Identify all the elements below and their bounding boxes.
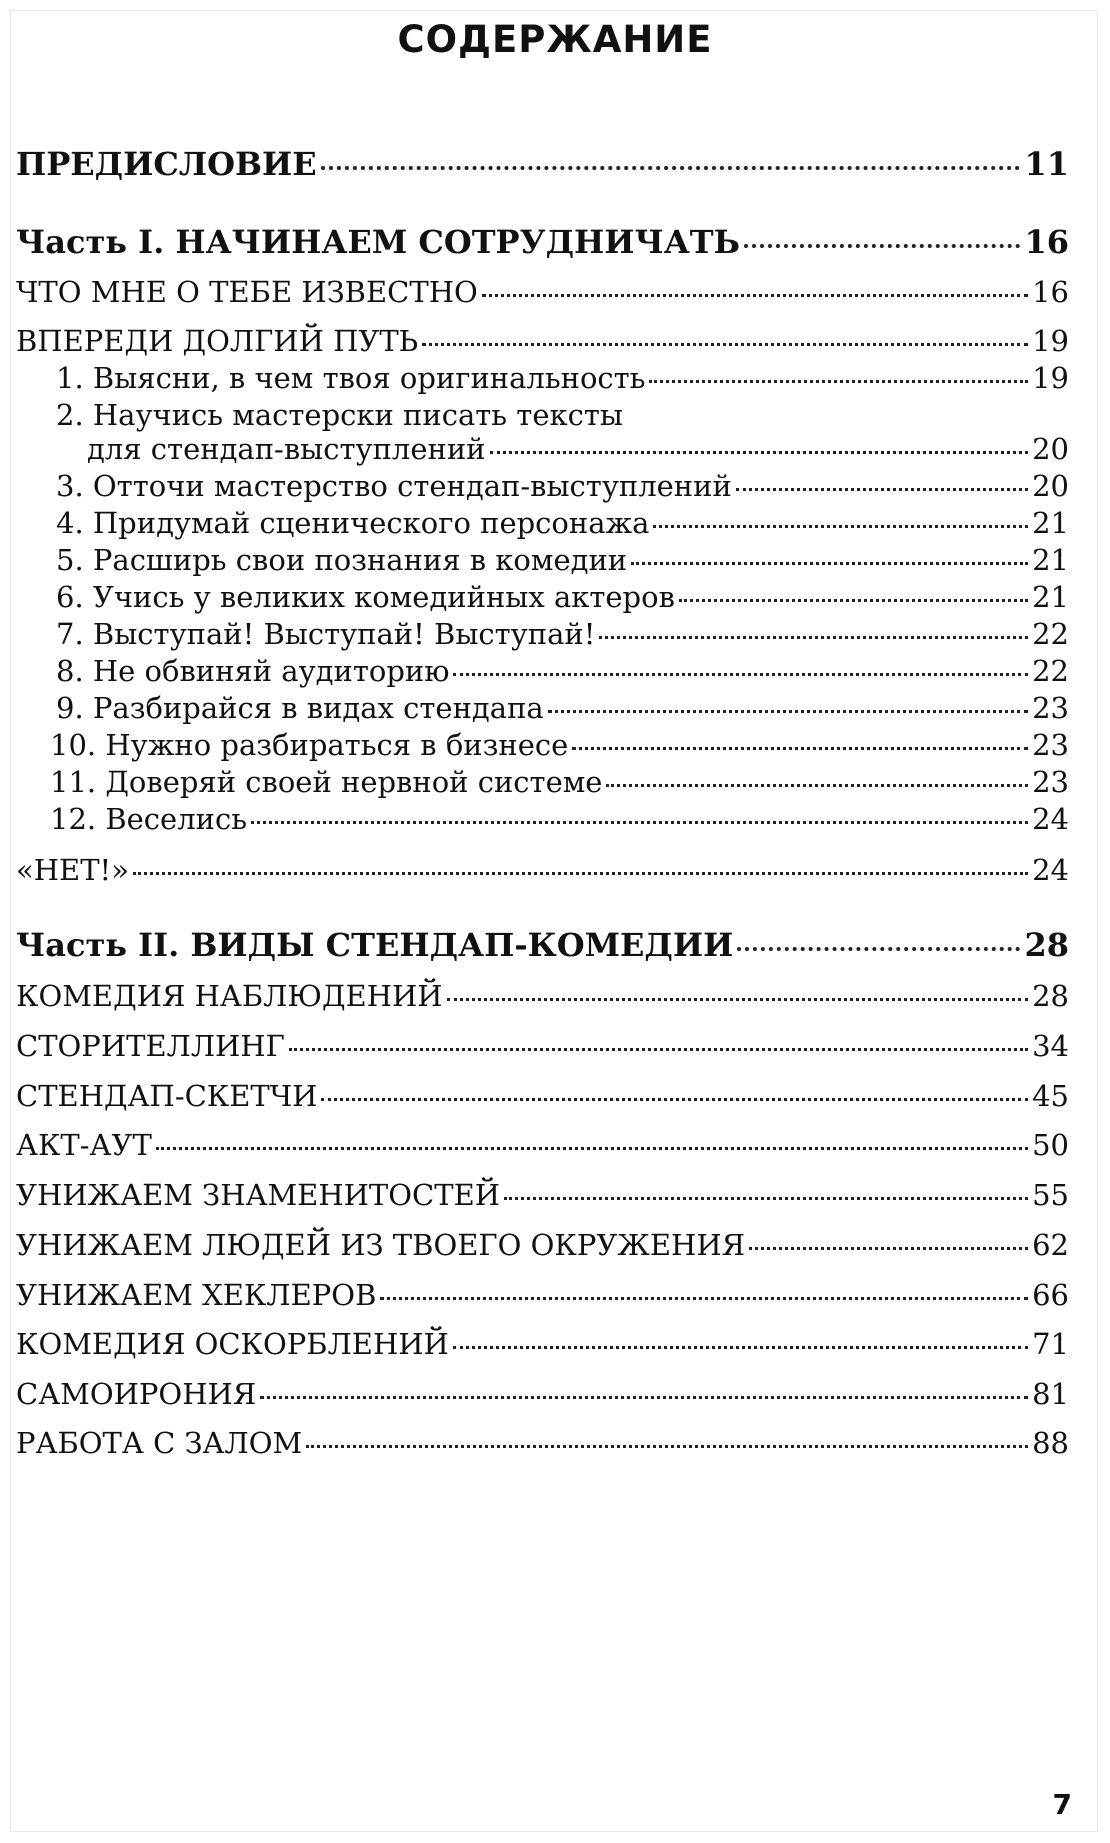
dot-leader [453,673,1028,676]
dot-leader [321,166,1021,170]
toc-entry-preface[interactable] [16,145,1069,183]
toc-entry-label: 6. Учись у великих комедийных актеров [56,580,675,614]
toc-entry-page: 16 [1032,275,1069,309]
dot-leader [447,998,1029,1001]
toc-entry-page: 45 [1032,1079,1069,1113]
toc-entry-label: УНИЖАЕМ ЛЮДЕЙ ИЗ ТВОЕГО ОКРУЖЕНИЯ [16,1228,746,1262]
toc-entry-page: 23 [1032,765,1069,799]
toc-entry[interactable] [16,1027,1069,1065]
toc-subentry[interactable] [56,359,1069,397]
dot-leader [548,710,1028,713]
toc-entry-label: для стендап-выступлений [87,432,486,466]
dot-leader [422,343,1028,346]
toc-entry-label: 9. Разбирайся в видах стендапа [56,691,544,725]
toc-entry-page: 62 [1032,1228,1069,1262]
toc-entry-page: 20 [1032,432,1069,466]
toc-entry-page: 55 [1032,1178,1069,1212]
toc-entry[interactable] [16,273,1069,311]
dot-leader [482,294,1028,297]
dot-leader [504,1197,1028,1200]
toc-entry-page: 88 [1032,1426,1069,1460]
toc-entry-page: 81 [1032,1377,1069,1411]
toc-entry-label: 10. Нужно разбираться в бизнесе [50,728,569,762]
toc-entry-label: 12. Веселись [50,802,247,836]
toc-entry-label: Часть II. ВИДЫ СТЕНДАП-КОМЕДИИ [16,926,734,964]
dot-leader [260,1396,1028,1399]
toc-entry-page: 22 [1032,654,1069,688]
toc-entry[interactable] [16,1226,1069,1264]
dot-leader [649,380,1028,383]
toc-entry-label: УНИЖАЕМ ХЕКЛЕРОВ [16,1278,377,1312]
toc-entry[interactable] [16,1325,1069,1363]
toc-entry-page: 28 [1032,979,1069,1013]
page-number: 7 [1052,1788,1072,1821]
toc-entry-label: ПРЕДИСЛОВИЕ [16,145,317,183]
toc-entry-label: СТОРИТЕЛЛИНГ [16,1029,285,1063]
toc-entry-part-2[interactable] [16,926,1069,964]
toc-entry[interactable] [16,851,1069,889]
toc-entry-label: УНИЖАЕМ ЗНАМЕНИТОСТЕЙ [16,1178,501,1212]
toc-entry[interactable] [16,1375,1069,1413]
toc-entry-label: ЧТО МНЕ О ТЕБЕ ИЗВЕСТНО [16,275,478,309]
toc-entry[interactable] [16,1424,1069,1462]
toc-entry-label: 8. Не обвиняй аудиторию [56,654,450,688]
toc-entry-page: 71 [1032,1327,1069,1361]
toc-entry-label: КОМЕДИЯ ОСКОРБЛЕНИЙ [16,1327,449,1361]
toc-subentry[interactable] [56,541,1069,579]
dot-leader [289,1048,1028,1051]
toc-entry-label: СТЕНДАП-СКЕТЧИ [16,1079,318,1113]
toc-subentry[interactable] [56,578,1069,616]
toc-entry-page: 16 [1024,223,1069,261]
dot-leader [251,821,1028,824]
toc-entry-page: 20 [1032,469,1069,503]
dot-leader [631,562,1028,565]
toc-entry-label: 1. Выясни, в чем твоя оригинальность [56,361,646,395]
toc-entry[interactable] [16,1077,1069,1115]
toc-subentry[interactable] [56,615,1069,653]
toc-entry-page: 23 [1032,728,1069,762]
toc-subentry[interactable] [56,504,1069,542]
toc-entry-label: Часть I. НАЧИНАЕМ СОТРУДНИЧАТЬ [16,223,740,261]
toc-entry-label: 7. Выступай! Выступай! Выступай! [56,617,596,651]
toc-subentry[interactable] [50,763,1069,801]
dot-leader [744,244,1020,248]
toc-entry-label: КОМЕДИЯ НАБЛЮДЕНИЙ [16,979,443,1013]
toc-entry-page: 21 [1032,580,1069,614]
dot-leader [737,947,1020,951]
toc-subentry[interactable] [50,726,1069,764]
toc-entry-label: САМОИРОНИЯ [16,1377,257,1411]
toc-entry-label: 11. Доверяй своей нервной системе [50,765,603,799]
dot-leader [490,451,1029,454]
toc-entry-page: 19 [1032,361,1069,395]
dot-leader [653,525,1028,528]
dot-leader [380,1297,1028,1300]
toc-subentry[interactable] [56,689,1069,727]
toc-entry-page: 19 [1032,324,1069,358]
toc-entry-page: 50 [1032,1128,1069,1162]
toc-entry[interactable] [16,1126,1069,1164]
toc-entry-page: 34 [1032,1029,1069,1063]
dot-leader [749,1247,1028,1250]
toc-entry-part-1[interactable] [16,223,1069,261]
toc-entry-page: 66 [1032,1278,1069,1312]
dot-leader [306,1445,1028,1448]
toc-entry-label: РАБОТА С ЗАЛОМ [16,1426,303,1460]
dot-leader [606,784,1028,787]
toc-entry-page: 11 [1024,145,1069,183]
toc-entry-page: 24 [1032,802,1069,836]
dot-leader [321,1098,1028,1101]
page-title: СОДЕРЖАНИЕ [397,18,713,61]
toc-entry-label: «НЕТ!» [16,853,129,887]
toc-entry-label: 3. Отточи мастерство стендап-выступлений [56,469,732,503]
toc-entry-label: 4. Придумай сценического персонажа [56,506,650,540]
toc-subentry[interactable] [56,652,1069,690]
toc-entry-page: 28 [1024,926,1069,964]
toc-entry-page: 23 [1032,691,1069,725]
toc-entry-page: 21 [1032,543,1069,577]
toc-subentry-continuation[interactable] [87,430,1069,468]
dot-leader [679,599,1028,602]
toc-entry-label: АКТ-АУТ [16,1128,152,1162]
toc-entry[interactable] [16,977,1069,1015]
toc-entry[interactable] [16,1276,1069,1314]
toc-subentry-first-line[interactable]: 2. Научись мастерски писать тексты [56,398,623,432]
toc-entry-label: ВПЕРЕДИ ДОЛГИЙ ПУТЬ [16,324,419,358]
toc-entry-page: 21 [1032,506,1069,540]
toc-entry-page: 22 [1032,617,1069,651]
dot-leader [572,747,1028,750]
dot-leader [133,872,1028,875]
dot-leader [599,636,1028,639]
dot-leader [453,1346,1028,1349]
toc-entry-label: 5. Расширь свои познания в комедии [56,543,628,577]
toc-subentry[interactable] [50,800,1069,838]
toc-entry-page: 24 [1032,853,1069,887]
dot-leader [736,488,1028,491]
dot-leader [156,1147,1028,1150]
toc-entry[interactable] [16,322,1069,360]
toc-entry[interactable] [16,1176,1069,1214]
toc-subentry[interactable] [56,467,1069,505]
